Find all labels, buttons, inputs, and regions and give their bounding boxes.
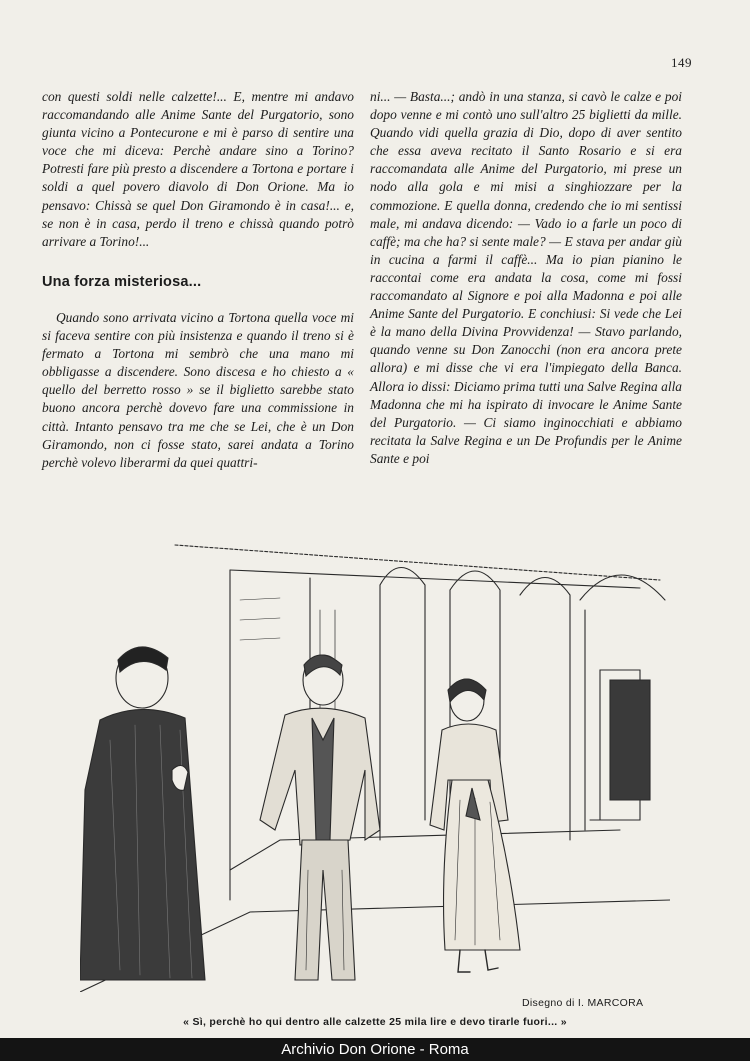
man-figure <box>260 655 380 980</box>
right-paragraph-1: ni... — Basta...; andò in una stanza, si cavò le calze e poi dopo venne e mi contò uno sull'altro 25 biglietti da mille. Quando vidi quella grazia di Dio, dopo di aver sentito che essa aveva recitato il Santo Rosario e si era raccomandata alle Anime del Purgatorio, mi prese un nodo alla gola e mi misi a singhiozzare per la commozione. E quella donna, credendo che io mi sentissi male, mi andava dicendo: — Vado io a farle un poco di caffè; ma che ha? si sente male? — E stava per andar giù in cucina a farmi il caffè... Ma io pian pianino le raccontai come era andata la cosa, come mi fossi raccomandato al Signore e poi alla Madonna e poi alle Anime Sante del Purgatorio. E conchiusi: Si vede che Lei è la mano della Divina Provvidenza! — Stavo parlando, quando venne su Don Zanocchi (non era ancora prete allora) e mi disse che vi era l'impiegato della Banca. Allora io dissi: Diciamo prima tutti una Salve Regina alla Madonna che mi ha ispirato di invocare le Anime Sante del Purgatorio. — Ci siamo inginocchiati e abbiamo recitata la Salve Regina e un De Profundis per le Anime Sante e poi <box>370 89 682 466</box>
woman-figure <box>430 679 520 972</box>
left-paragraph-2: Quando sono arrivata vicino a Tortona quella voce mi si faceva sentire con più insistenza e quando il treno si è fermato a Tortona mi sembrò che una mano mi obbligasse a discendere. Sono discesa e ho chiesto a « quello del berretto rosso » se il biglietto sarebbe stato buono ancora perchè dovevo fare una commissione in città. Intanto pensavo tra me che se Lei, che è un Don Giramondo, non ci fosse stato, sarei andata a Torino perchè volevo liberarmi da quei quattri- <box>42 309 354 470</box>
illustration <box>80 540 670 992</box>
archive-footer <box>0 1038 750 1061</box>
illustration-credit: Disegno di I. MARCORA <box>522 997 644 1009</box>
section-heading: Una forza misteriosa... <box>42 273 202 290</box>
page-number: 149 <box>671 55 692 70</box>
footer-text: Archivio Don Orione - Roma <box>281 1041 469 1058</box>
left-paragraph-1: con questi soldi nelle calzette!... E, mentre mi andavo raccomandando alle Anime Sante del Purgatorio, sono giunta vicino a Pontecurone e mi è parso di sentire una voce che mi diceva: Perchè andare sino a Torino? Potresti fare più presto a discendere a Tortona e portare i soldi a quel povero diavolo di Don Orione. Ma io pensavo: Chissà se quel Don Giramondo è in casa!... e, se non è in casa, perdo il treno e chissà quando potrò arrivare a Torino!... <box>42 89 354 249</box>
illustration-caption: « Sì, perchè ho qui dentro alle calzette 25 mila lire e devo tirarle fuori... » <box>183 1016 567 1028</box>
left-column <box>42 88 354 472</box>
right-column <box>370 88 682 468</box>
priest-figure <box>80 647 205 980</box>
